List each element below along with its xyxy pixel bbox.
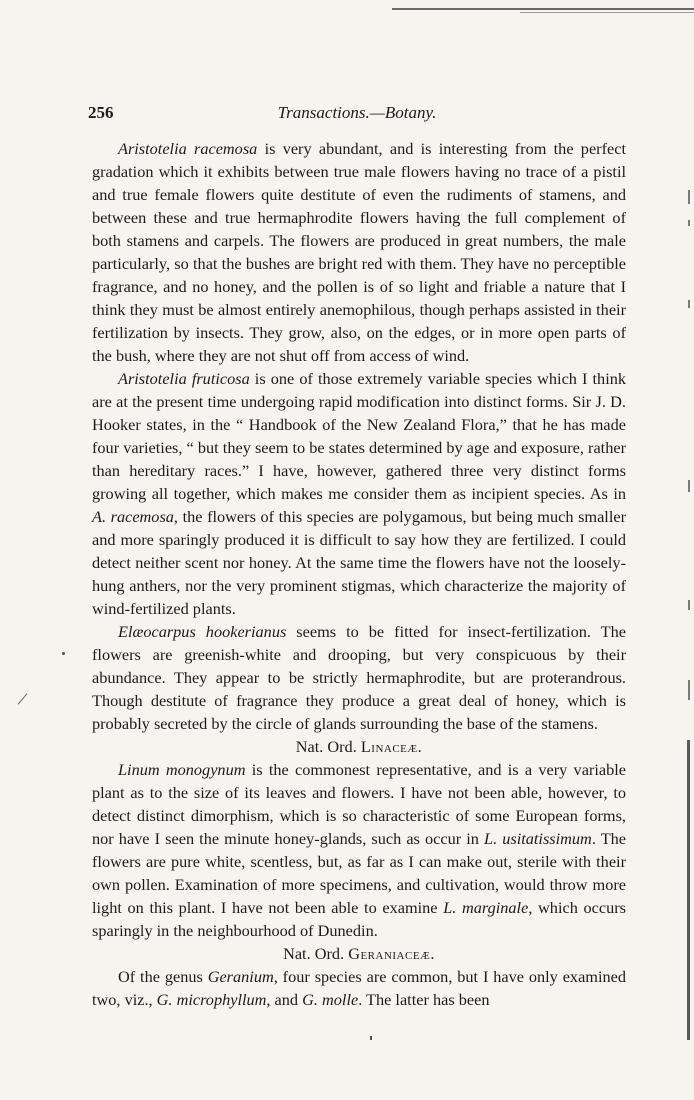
right-edge-scan-marks [680,180,694,1060]
taxon-name: Linum monogynum [118,760,246,779]
paragraph-linum: Linum monogynum is the commonest representative, and is a very variable plant as to the size of its leaves and flowers. I have not been able, however, to detect distinct dimorphism, which is so characteristic of some European forms, nor have I seen the minute honey-glands, such as occur in L. usitatissimum. The flowers are pure white, scentless, but, as far as I can make out, sterile with their own pollen. Examination of more specimens, and cultivation, would throw more light on this plant. I have not been able to examine L. marginale, which occurs sparingly in the neighbourhood of Dunedin. [92,760,627,940]
taxon-name: G. molle [302,990,359,1009]
paragraph-elaeocarpus: Elæocarpus hookerianus seems to be fitted for insect-fertilization. The flowers are greenish-white and drooping, but very conspicuous by their abundance. They appear to be strictly hermaphrodite, but are proterandrous. Though destitute of fragrance they produce a great deal of honey, which is probably secreted by the circle of glands surrounding the base of the stamens. [92,622,626,733]
taxon-name: Aristotelia racemosa [118,139,258,158]
page-header [88,103,626,123]
body-text [92,137,626,1011]
taxon-name: L. usitatissimum [484,829,592,848]
paragraph-aristotelia-fruticosa: Aristotelia fruticosa is one of those extremely variable species which I think are at the present time undergoing rapid modification into distinct forms. Sir J. D. Hooker states, in the “ Handbook of the New Zealand Flora,” that he has made four varieties, “ but they seem to be states determined by age and exposure, rather than hereditary races.” I have, however, gathered three very distinct forms growing all together, which makes me consider them as incipient species. As in A. racemosa, the flowers of this species are polygamous, but being much smaller and more sparingly produced it is difficult to say how they are fertilized. I could detect neither scent nor honey. At the same time the flowers have not the loosely-hung anthers, nor the very prominent stigmas, which characterize the majority of wind-fertilized plants. [92,369,626,618]
top-scan-rule [392,8,694,10]
taxon-name: A. racemosa [92,507,174,526]
taxon-name: G. microphyllum [156,990,267,1009]
paragraph-geranium: Of the genus Geranium, four species are common, but I have only examined two, viz., G. microphyllum, and G. molle. The latter has been [92,967,626,1009]
taxon-name: Aristotelia fruticosa [118,369,250,388]
running-title: Transactions.—Botany. [277,103,437,122]
top-scan-rule-secondary [520,12,694,13]
footer-speck [370,1036,372,1040]
margin-speck [18,693,28,704]
margin-dot [62,652,65,655]
taxon-name: Elæocarpus hookerianus [118,622,287,641]
taxon-name: L. marginale [443,898,529,917]
paragraph-aristotelia-racemosa: Aristotelia racemosa is very abundant, and is interesting from the perfect gradation which it exhibits between true male flowers having no trace of a pistil and true female flowers quite destitute of even the rudiments of stamens, and between these and true hermaphrodite flowers having the full complement of both stamens and carpels. The flowers are produced in great numbers, the male particularly, so that the bushes are bright red with them. They have no perceptible fragrance, and no honey, and the pollen is of so light and friable a nature that I think they must be almost entirely anemophilous, though perhaps assisted in their fertilization by insects. They grow, also, on the edges, or in more open parts of the bush, where they are not shut off from access of wind. [92,139,626,365]
section-heading-geraniaceae: Nat. Ord. Geraniaceæ. [283,944,435,963]
section-heading-linaceae: Nat. Ord. Linaceæ. [295,737,423,756]
page-number: 256 [88,103,114,122]
taxon-name: Geranium [207,967,274,986]
